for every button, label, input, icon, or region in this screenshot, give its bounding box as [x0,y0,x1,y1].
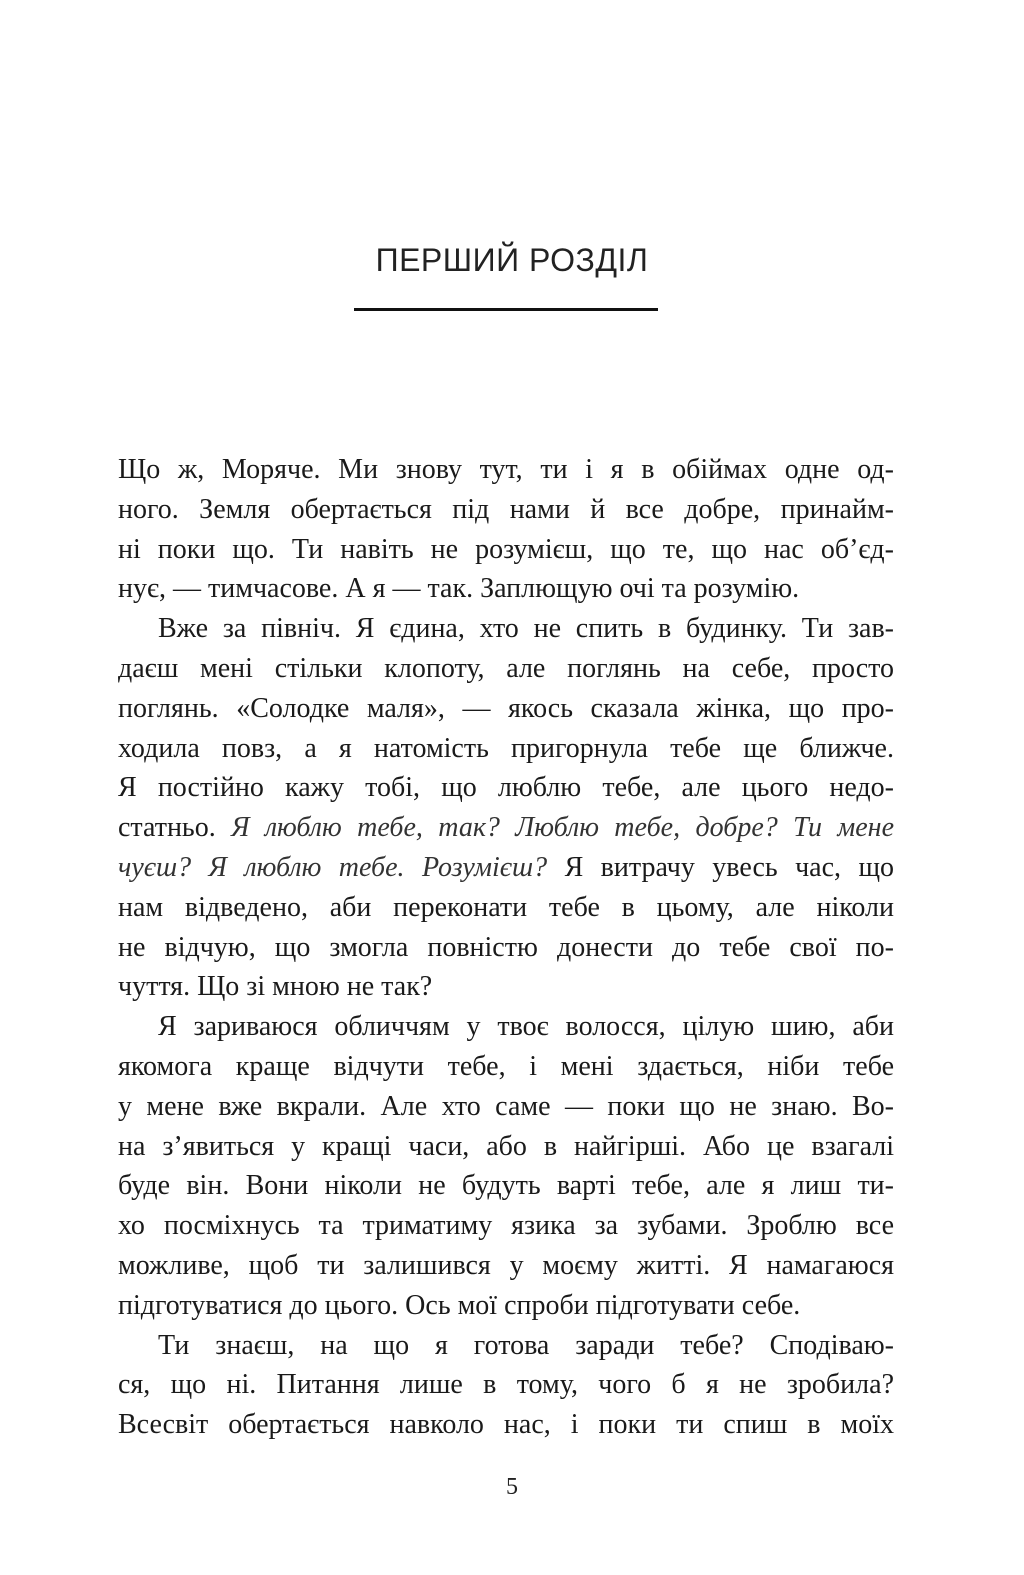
text-segment: Що ж, Моряче. Ми знову тут, ти і я в обіймах одне од- [118,454,894,485]
text-line [118,609,894,649]
text-line [118,1246,894,1286]
text-segment: якомога краще відчути тебе, і мені здається, ніби тебе [118,1050,894,1082]
text-line [118,1206,894,1246]
text-segment: статньо. [118,812,232,844]
text-line [118,1365,894,1405]
text-line [118,1405,894,1445]
text-segment: даєш мені стільки клопоту, але поглянь на себе, просто [118,652,894,684]
text-segment: Я витрачу увесь час, що [547,851,895,883]
text-line [118,1286,894,1326]
text-line [118,1047,894,1087]
paragraph [118,450,894,609]
text-segment: не відчую, що змогла повністю донести до тебе свої по- [118,931,894,963]
text-line [118,450,894,490]
text-segment: ходила повз, а я натомість пригорнула тебе ще ближче. [118,732,894,764]
text-segment: на з’явиться у кращі часи, або в найгірші. Або це взагалі [118,1130,894,1162]
text-segment: Вже за північ. Я єдина, хто не спить в будинку. Ти зав- [158,613,894,645]
text-line [118,888,894,928]
text-segment: у мене вже вкрали. Але хто саме — поки що не знаю. Во- [118,1090,894,1122]
text-segment: нам відведено, аби переконати тебе в цьому, але ніколи [118,891,894,923]
title-divider [354,308,658,311]
text-line [118,649,894,689]
text-line [118,689,894,729]
text-line [118,808,894,848]
text-segment: Я постійно кажу тобі, що люблю тебе, але цього недо- [118,772,894,804]
text-line [118,1326,894,1366]
text-segment: ного. Земля обертається під нами й все добре, принайм- [118,493,894,525]
text-line [118,1127,894,1167]
page-number: 5 [506,1474,518,1500]
text-line [118,1166,894,1206]
text-line [118,928,894,968]
text-segment: буде він. Вони ніколи не будуть варті тебе, але я лиш ти- [118,1170,894,1202]
text-segment: ні поки що. Ти навіть не розумієш, що те, що нас об’єд- [118,533,894,565]
text-segment: ся, що ні. Питання лише в тому, чого б я не зробила? [118,1369,894,1401]
text-line [118,530,894,570]
chapter-title: ПЕРШИЙ РОЗДІЛ [375,242,649,278]
italic-text: Я люблю тебе, так? Люблю тебе, добре? Ти мене [231,812,894,844]
text-line [118,1007,894,1047]
italic-text: чуєш? Я люблю тебе. Розумієш? [118,851,548,883]
text-segment: Ти знаєш, на що я готова заради тебе? Сподіваю- [158,1329,894,1361]
text-segment: можливе, щоб ти залишився у моєму житті. Я намагаюся [118,1249,894,1281]
text-segment: поглянь. «Солодке маля», — якось сказала жінка, що про- [118,692,894,724]
text-line [118,490,894,530]
text-segment: нує, — тимчасове. А я — так. Заплющую очі та розумію. [118,573,800,605]
text-segment: підготуватися до цього. Ось мої спроби підготувати себе. [118,1289,801,1321]
text-segment: чуття. Що зі мною не так? [118,971,433,1003]
text-segment: хо посміхнусь та триматиму язика за зубами. Зроблю все [118,1210,894,1242]
body-text [118,450,894,1445]
text-line [118,729,894,769]
text-line [118,768,894,808]
text-line [118,967,894,1007]
text-segment: Я зариваюся обличчям у твоє волосся, цілую шию, аби [158,1011,894,1043]
text-line [118,848,894,888]
text-line [118,1087,894,1127]
paragraph [118,1007,894,1325]
text-segment: Всесвіт обертається навколо нас, і поки ти спиш в моїх [118,1409,894,1441]
paragraph [118,609,894,1007]
paragraph [118,1326,894,1445]
text-line [118,569,894,609]
